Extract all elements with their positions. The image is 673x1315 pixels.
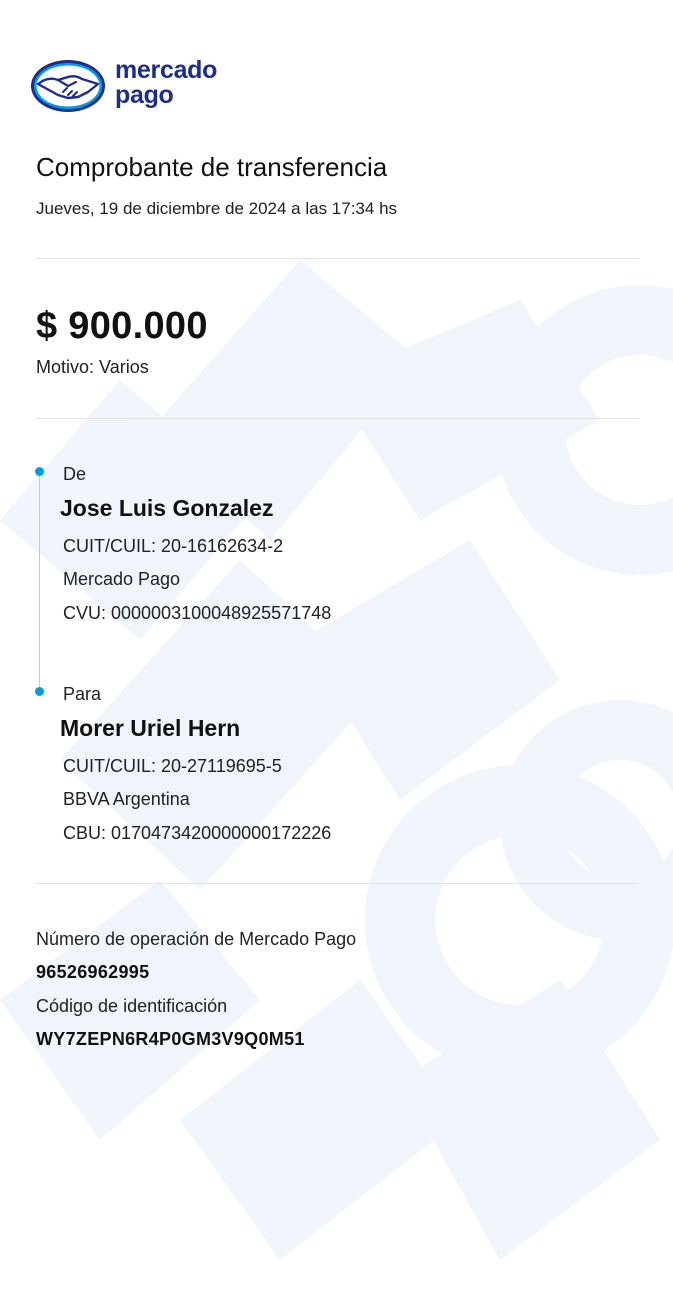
identification-code: WY7ZEPN6R4P0GM3V9Q0M51: [36, 1029, 305, 1049]
recipient-label: Para: [63, 684, 102, 704]
identification-code-label: Código de identificación: [36, 996, 228, 1016]
page-title: Comprobante de transferencia: [36, 152, 388, 182]
recipient-dot: [35, 687, 44, 696]
sender-label: De: [63, 464, 87, 484]
brand-line-2: pago: [115, 81, 174, 109]
sender-dot: [35, 467, 44, 476]
sender-tax-id: CUIT/CUIL: 20-16162634-2: [63, 536, 284, 556]
mercado-pago-logo: [30, 56, 250, 116]
divider: [36, 883, 639, 884]
brand-line-1: mercado: [115, 56, 218, 84]
transfer-amount: $ 900.000: [36, 305, 208, 347]
recipient-tax-id: CUIT/CUIL: 20-27119695-5: [63, 756, 282, 776]
handshake-icon: [30, 58, 106, 114]
recipient-bank: BBVA Argentina: [63, 789, 190, 809]
operation-number: 96526962995: [36, 962, 150, 982]
sender-account: CVU: 0000003100048925571748: [63, 603, 332, 623]
transfer-datetime: Jueves, 19 de diciembre de 2024 a las 17:34 hs: [36, 199, 398, 218]
timeline-line: [39, 474, 40, 692]
recipient-name: Morer Uriel Hern: [60, 715, 241, 741]
divider: [36, 258, 639, 259]
sender-name: Jose Luis Gonzalez: [60, 495, 274, 521]
transfer-reason: Motivo: Varios: [36, 357, 149, 377]
operation-number-label: Número de operación de Mercado Pago: [36, 929, 357, 949]
divider: [36, 418, 639, 419]
recipient-account: CBU: 0170473420000000172226: [63, 823, 332, 843]
sender-bank: Mercado Pago: [63, 569, 181, 589]
brand-wordmark: [115, 58, 217, 108]
